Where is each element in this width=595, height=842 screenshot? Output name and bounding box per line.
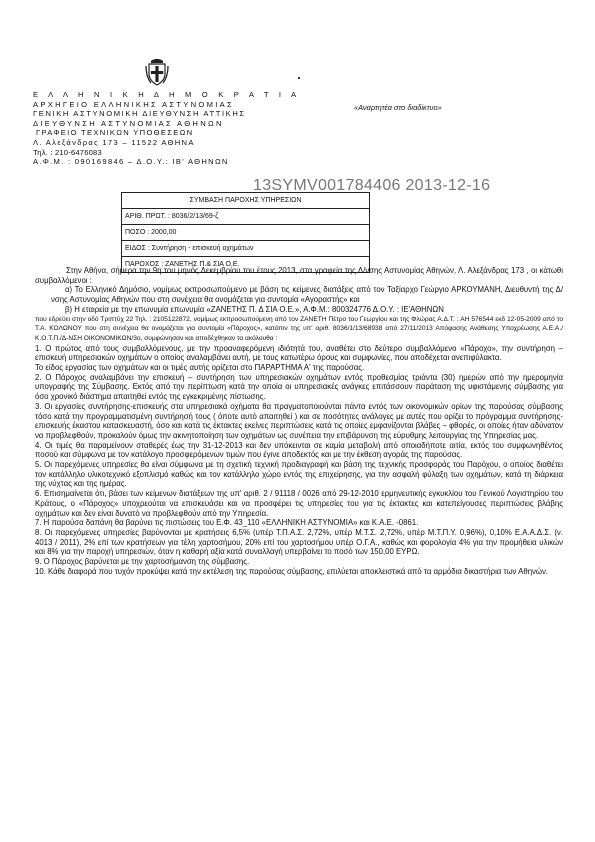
clause-9: 9. Ο Πάροχος βαρύνεται με την χαρτοσήμανση της σύμβασης. — [35, 557, 250, 567]
intro-paragraph: Στην Αθήνα, σήμερα την 9η του μηνός Δεκεμβρίου του έτους 2013, στα γραφεία της Δ/νσης Αστυνομίας Αθηνών, Λ. Αλεξάνδρας 173 , οι κάτωθι συμβαλλόμενοι : — [35, 266, 563, 285]
clause-2: 2. Ο Πάροχος αναλαμβάνει την επισκευή – συντήρηση των υπηρεσιακών οχημάτων εντός προθεσμίας τριάντα (30) ημερών από την ημερομηνία υπογραφής της Σύμβασης. Εκτός από την περίπτωση κατά την οποία οι υπηρεσιακές ανάγκες επιτάσσουν παράταση της υφιστάμενης σύμβασης για όσο χρονικό διάστημα απαιτηθεί εντός της εγκεκριμένης πίστωσης. — [35, 372, 563, 402]
header-line: ΓΡΑΦΕΙΟ ΤΕΧΝΙΚΩΝ ΥΠΟΘΕΣΕΩΝ — [36, 128, 194, 138]
party-b-paragraph: β) Η εταιρεία με την επωνυμία επωνυμία «ΖΑΝΕΤΗΣ Π. Δ ΣΙΑ Ο.Ε.», Α.Φ.Μ.: 800324776 Δ.Ο.Υ. : ΙΕ'ΑΘΗΝΩΝ — [65, 304, 444, 314]
contract-protocol-number: ΑΡΙΘ. ΠΡΩΤ. : 8036/2/13/69-ζ — [122, 208, 370, 224]
contract-body — [35, 266, 563, 577]
contract-summary-box — [121, 192, 370, 273]
clause-3: 3. Οι εργασίες συντήρησης-επισκευής στα υπηρεσιακά οχήματα θα πραγματοποιούνται πάντα εντός των οικονομικών ορίων της παρούσας σύμβασης τόσο κατά την προγραμματισμένη συντήρησή τους ( όποτε αυτό απαιτηθεί ) και σε ποσότητες ανάλογες με αυτές που ορίζει το πρόγραμμα συντήρησης-επισκευής έκαστου κατασκευαστή, όσο και κατά τις έκτακτες εκείνες περιπτώσεις κατά τις οποίες εμφανίζονται βλάβες – φθορές, οι οποίες ήταν αδύνατον να προβλεφθούν, προκαλούν όμως την ακινητοποίηση των οχημάτων ως συνέπεια την επιβάρυνση της εύρυθμης λειτουργίας της Υπηρεσίας μας. — [35, 401, 563, 440]
party-a-paragraph: α) Το Ελληνικό Δημόσιο, νομίμως εκπροσωπούμενο με βάση τις κείμενες διατάξεις από τον Ταξίαρχο Γεώργιο ΑΡΚΟΥΜΑΝΗ, Διευθυντή της Δ/νσης Αστυνομίας Αθηνών που στη συνέχεια θα ονομάζεται για συντομία «Αγοραστής» και — [51, 285, 563, 305]
header-line: Α.Φ.Μ. : 090169846 – Δ.Ο.Υ.: ΙΒ' ΑΘΗΝΩΝ — [33, 157, 229, 167]
contract-provider: ΠΑΡΟΧΟΣ : ΖΑΝΕΤΗΣ Π.& ΣΙΑ Ο.Ε. — [122, 256, 370, 272]
contract-type: ΕΙΔΟΣ : Συντήρηση - επισκευή οχημάτων — [122, 240, 370, 256]
clause-6: 6. Επισημαίνεται ότι, βάσει των κείμενων διατάξεων της υπ' αριθ. 2 / 91118 / 0026 από 29-12-2010 ερμηνευτικής εγκυκλίου του Γενικού Λογιστηρίου του Κράτους, ο «Πάροχος» υποχρεούται να επισκευάσει και να προσφέρει τις υπηρεσίες του για τις έκτακτες και κατεπείγουσες περιπτώσεις βλάβης οχημάτων και δεν είναι δυνατό να προβλεφθούν από την Υπηρεσία. — [35, 489, 563, 518]
speck-mark — [298, 77, 300, 79]
party-b-details: που εδρεύει στην οδό Τριπτύχ 22 Τηλ. : 2105122872, νομίμως εκπροσωπούμενη από τον ΖΑΝΕΤΗ Πέτρο του Γεωργίου και της Φλώρας Α.Δ.Τ. : ΑΗ 576544 εκδ 12-05-2009 από το Τ.Α. ΚΟΛΩΝΟΥ που στη συνέχεια θα ονομάζεται για συντομία «Πάροχος», κατόπιν της υπ' αριθ. 8036/1/13/68938 από 27/11/2013 Απόφασης Ανάθεσης Υποχρέωσης Α.Ε.Α./Κ.Ο.Τ.Π./Δ-ΝΣΗ ΟΙΚΟΝΟΜΙΚΩΝ/3ο, συμφώνησαν και αποδέχθηκαν τα ακόλουθα : — [35, 315, 563, 342]
clause-5: 5. Οι παρεχόμενες υπηρεσίες θα είναι σύμφωνα με τη σχετική τεχνική προδιαγραφή και βάση της τεχνικής προσφοράς του Παρόχου, ο οποίος διαθέτει τον κατάλληλο υλικοτεχνικό εξοπλισμό καθώς και τον κατάλληλο χώρο εντός της επιχείρησης, για την ασφαλή φύλαξη των οχημάτων, κατά τη διάρκεια της νύχτας και της ημέρας. — [35, 460, 563, 489]
contract-amount: ΠΟΣΟ : 2000,00 — [122, 224, 370, 240]
clause-7: 7. Η παρούσα δαπάνη θα βαρύνει τις πιστώσεις του Ε.Φ. 43_110 «ΕΛΛΗΝΙΚΗ ΑΣΤΥΝΟΜΙΑ» και Κ.Α.Ε. -0861. — [35, 518, 419, 528]
header-line: Λ. Αλεξάνδρας 173 – 11522 ΑΘΗΝΑ — [33, 137, 195, 147]
header-line: ΑΡΧΗΓΕΙΟ ΕΛΛΗΝΙΚΗΣ ΑΣΤΥΝΟΜΙΑΣ — [33, 99, 235, 109]
greek-emblem-icon — [145, 58, 169, 86]
header-line: Τηλ. : 210-6476083 — [33, 147, 102, 157]
diavgeia-stamp: 13SYMV001784406 2013-12-16 — [253, 177, 491, 194]
issuer-header — [33, 90, 300, 167]
header-line: ΓΕΝΙΚΗ ΑΣΤΥΝΟΜΙΚΗ ΔΙΕΥΘΥΝΣΗ ΑΤΤΙΚΗΣ — [33, 109, 246, 119]
clause-1: 1. Ο πρώτος από τους συμβαλλόμενους, με την προαναφερόμενη ιδιότητά του, αναθέτει στο δεύτερο συμβαλλόμενο «Πάροχο», την συντήρηση – επισκευή υπηρεσιακών οχημάτων ο οποίος αναλαμβάνει αυτή, με τους κατωτέρω όρους και συμφωνίες, που αποδέχεται ανεπιφύλακτα. — [35, 343, 563, 363]
clause-1-annex: Το είδος εργασίας των οχημάτων και οι τιμές αυτής ορίζεται στο ΠΑΡΑΡΤΗΜΑ Α' της παρούσας. — [35, 363, 365, 373]
clause-10: 10. Κάθε διαφορά που τυχόν προκύψει κατά την εκτέλεση της παρούσας σύμβασης, επιλύεται αποκλειστικά από τα αρμόδια δικαστήρια των Αθηνών. — [35, 566, 549, 576]
clause-8: 8. Οι παρεχόμενες υπηρεσίες βαρύνονται με κρατήσεις 6,5% (υπέρ Τ.Π.Α.Σ. 2,72%, υπέρ Μ.Τ.Σ. 2,72%, υπέρ Μ.Τ.Π.Υ. 0,96%), 0,10% Ε.Α.Α.Δ.Σ. (ν. 4013 / 2011), 2% επί των κρατήσεων για τέλη χαρτοσήμου, 20% επί του χαρτοσήμου υπέρ Ο.Γ.Α., καθώς και φορολογία 4% για την προμήθεια υλικών και 8% για την παροχή υπηρεσιών, όταν η καθαρή αξία κατά συναλλαγή υπερβαίνει το ποσό των 150,00 ΕΥΡΩ. — [35, 527, 563, 557]
header-line: Ε Λ Λ Η Ν Ι Κ Η Δ Η Μ Ο Κ Ρ Α Τ Ι Α — [33, 90, 301, 99]
contract-title: ΣΥΜΒΑΣΗ ΠΑΡΟΧΗΣ ΥΠΗΡΕΣΙΩΝ — [122, 193, 370, 209]
clause-4: 4. Οι τιμές θα παραμείνουν σταθερές έως την 31-12-2013 και δεν υπόκεινται σε καμία μεταβολή από οποιαδήποτε αιτία, εκτός του συμφωνηθέντος ποσού και σύμφωνα με τον κατάλογο προσφερόμενων τιμών που έγινε αποδεκτός και με την έκθεση αγοράς της παρούσας. — [35, 440, 563, 460]
header-line: ΔΙΕΥΘΥΝΣΗ ΑΣΤΥΝΟΜΙΑΣ ΑΘΗΝΩΝ — [33, 118, 224, 128]
publish-note: «Αναρτητέα στο διαδίκτυο» — [354, 103, 442, 112]
